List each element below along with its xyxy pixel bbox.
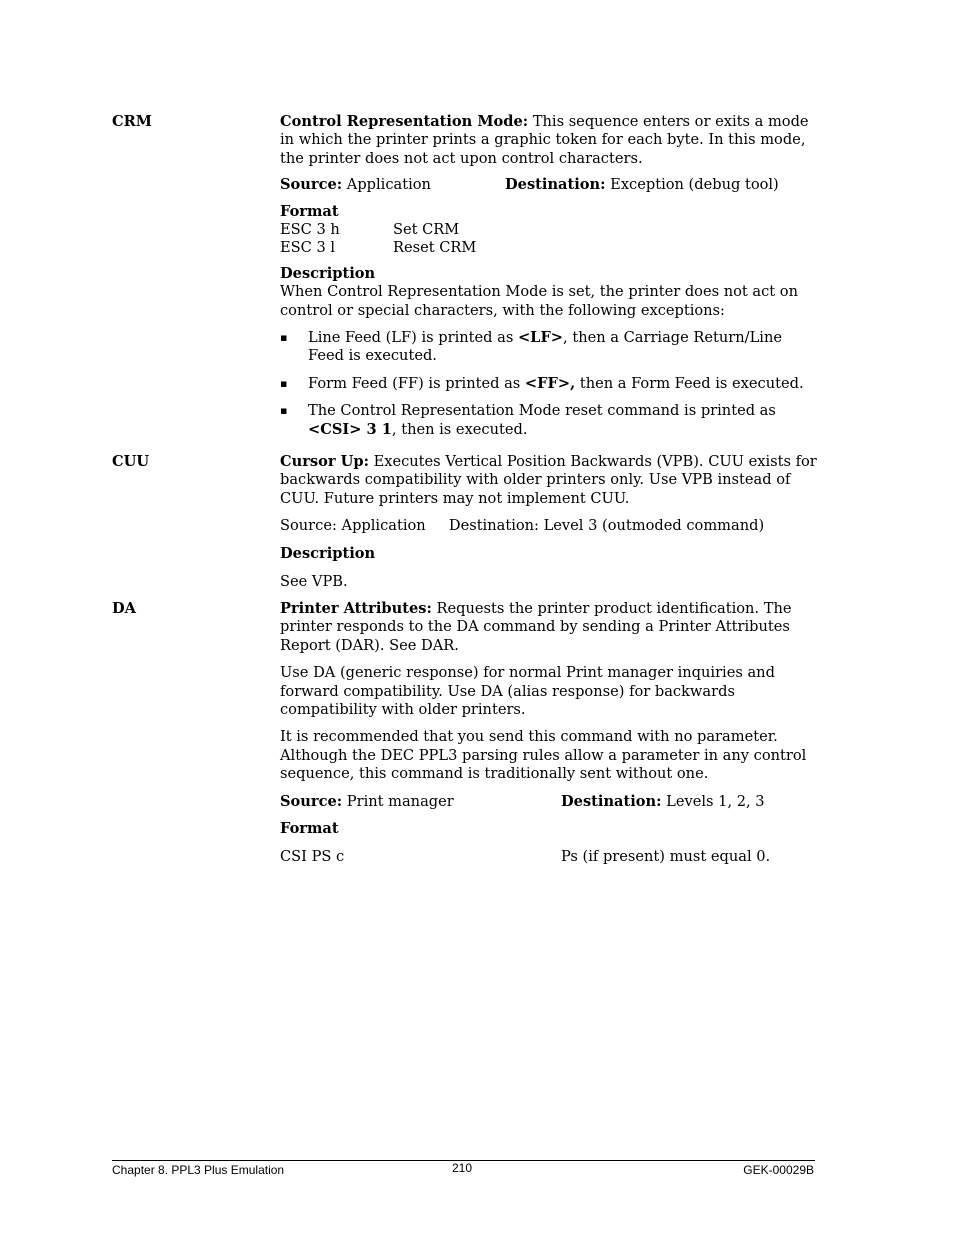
footer-doc-id: GEK-00029B (743, 1163, 814, 1177)
crm-format-row: ESC 3 h Set CRM (280, 221, 460, 239)
bullet-icon: ▪ (280, 404, 288, 418)
crm-bullet-list (280, 329, 820, 439)
da-format-heading: Format (280, 820, 339, 838)
da-format-row: CSI PS c Ps (if present) must equal 0. (280, 848, 771, 866)
da-title: Printer Attributes: (280, 600, 432, 617)
crm-intro: Control Representation Mode: This sequence enters or exits a mode in which the printer prints a graphic token for each byte. In this mode, the printer does not act upon control characters. (280, 113, 809, 167)
da-paragraph: It is recommended that you send this command with no parameter. Although the DEC PPL3 parsing rules allow a parameter in any control sequence, this command is traditionally sent without one. (280, 728, 807, 783)
bullet-icon: ▪ (280, 376, 288, 390)
list-item: ▪ Form Feed (FF) is printed as <FF>, then a Form Feed is executed. (280, 374, 804, 392)
da-source: Source: Print manager (280, 792, 454, 810)
term-da: DA (112, 600, 136, 617)
cuu-description-heading: Description (280, 544, 376, 562)
crm-title: Control Representation Mode: (280, 113, 529, 130)
crm-description: When Control Representation Mode is set, the printer does not act on control or special characters, with the following exceptions: (280, 283, 798, 319)
cuu-title: Cursor Up: (280, 453, 369, 470)
term-crm: CRM (112, 113, 152, 130)
da-intro: Printer Attributes: Requests the printer product identification. The printer responds to the DA command by sending a Printer Attributes Report (DAR). See DAR. (280, 600, 792, 654)
bullet-icon: ▪ (280, 331, 288, 345)
crm-description-heading: Description (280, 264, 376, 282)
da-paragraph: Use DA (generic response) for normal Print manager inquiries and forward compatibility. Use DA (alias response) for backwards compatibility with older printers. (280, 664, 775, 719)
crm-body (280, 113, 820, 439)
list-item: ▪ The Control Representation Mode reset command is printed as <CSI> 3 1, then is executed. (280, 402, 776, 438)
crm-format-row: ESC 3 l Reset CRM (280, 239, 477, 257)
list-item: ▪ Line Feed (LF) is printed as <LF>, then a Carriage Return/Line Feed is executed. (280, 329, 782, 365)
page-number: 210 (452, 1161, 473, 1175)
crm-source-destination (280, 176, 820, 194)
footer-chapter: Chapter 8. PPL3 Plus Emulation (112, 1163, 285, 1177)
cuu-source-destination: Source: Application Destination: Level 3 (outmoded command) (280, 517, 765, 535)
da-source-destination (280, 793, 820, 811)
cuu-body (280, 453, 820, 591)
da-body (280, 600, 820, 867)
crm-source: Source: Application (280, 176, 431, 194)
da-destination: Destination: Levels 1, 2, 3 (561, 792, 765, 810)
cuu-description: See VPB. (280, 573, 348, 591)
cuu-intro: Cursor Up: Executes Vertical Position Backwards (VPB). CUU exists for backwards compatibility with older printers only. Use VPB instead of CUU. Future printers may not implement CUU. (280, 453, 817, 507)
term-cuu: CUU (112, 453, 150, 470)
crm-format-heading: Format (280, 202, 339, 220)
crm-destination: Destination: Exception (debug tool) (505, 176, 779, 194)
